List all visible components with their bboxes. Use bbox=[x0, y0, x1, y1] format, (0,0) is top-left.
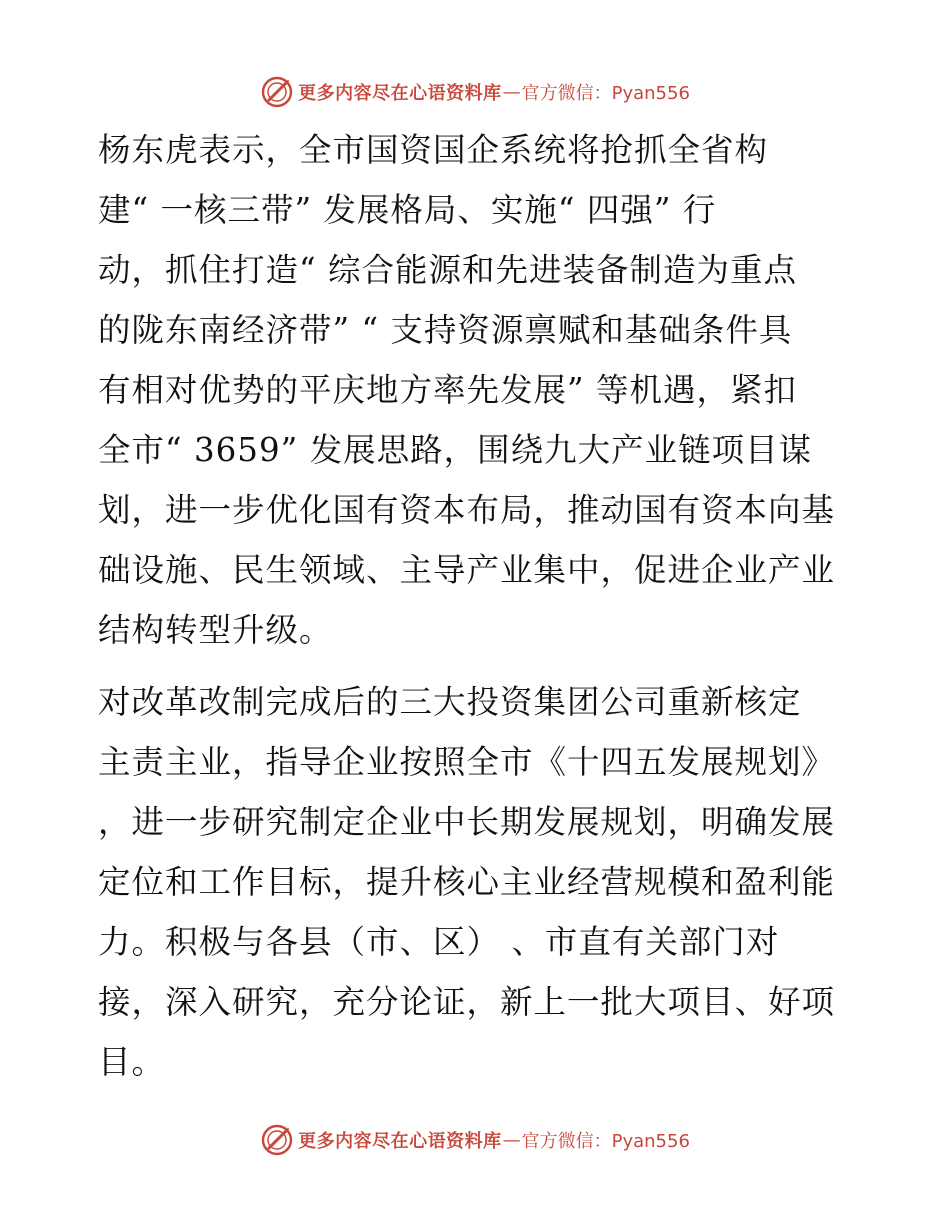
banner-contact-text: 官方微信：Pyan556 bbox=[521, 83, 690, 104]
text-line: 动，抓住打造“ 综合能源和先进装备制造为重点 bbox=[98, 251, 797, 289]
brand-logo-icon bbox=[260, 75, 294, 109]
banner-separator: — bbox=[502, 81, 521, 103]
banner-brand-text: 更多内容尽在心语资料库 bbox=[298, 1131, 502, 1152]
text-line: 础设施、民生领域、主导产业集中，促进企业产业 bbox=[98, 551, 836, 589]
text-line: 目。 bbox=[98, 1043, 166, 1081]
text-line: 建“ 一核三带” 发展格局、实施“ 四强” 行 bbox=[98, 191, 717, 229]
brand-logo-icon bbox=[260, 1123, 294, 1157]
paragraph-2 bbox=[98, 672, 858, 1092]
banner-contact-text: 官方微信：Pyan556 bbox=[521, 1131, 690, 1152]
paragraph-1 bbox=[98, 120, 858, 660]
text-line: 划，进一步优化国有资本布局，推动国有资本向基 bbox=[98, 491, 836, 529]
text-line: 力。积极与各县（市、区） 、市直有关部门对 bbox=[98, 923, 780, 961]
text-line: 主责主业，指导企业按照全市《十四五发展规划》 bbox=[98, 743, 836, 781]
text-line: 的陇东南经济带” “ 支持资源禀赋和基础条件具 bbox=[98, 311, 793, 349]
text-line: 定位和工作目标，提升核心主业经营规模和盈利能 bbox=[98, 863, 836, 901]
text-line: 有相对优势的平庆地方率先发展” 等机遇，紧扣 bbox=[98, 371, 797, 409]
banner-separator: — bbox=[502, 1129, 521, 1151]
text-line: 杨东虎表示，全市国资国企系统将抢抓全省构 bbox=[98, 131, 769, 169]
text-line: 接，深入研究，充分论证，新上一批大项目、好项 bbox=[98, 983, 836, 1021]
banner-brand-text: 更多内容尽在心语资料库 bbox=[298, 83, 502, 104]
text-line: 对改革改制完成后的三大投资集团公司重新核定 bbox=[98, 683, 802, 721]
text-line: 结构转型升级。 bbox=[98, 611, 333, 649]
text-line: ，进一步研究制定企业中长期发展规划，明确发展 bbox=[98, 803, 836, 841]
header-banner bbox=[0, 72, 950, 112]
text-line: 全市“ 3659” 发展思路，围绕九大产业链项目谋 bbox=[98, 431, 813, 469]
document-body bbox=[98, 120, 858, 1092]
footer-banner bbox=[0, 1120, 950, 1160]
